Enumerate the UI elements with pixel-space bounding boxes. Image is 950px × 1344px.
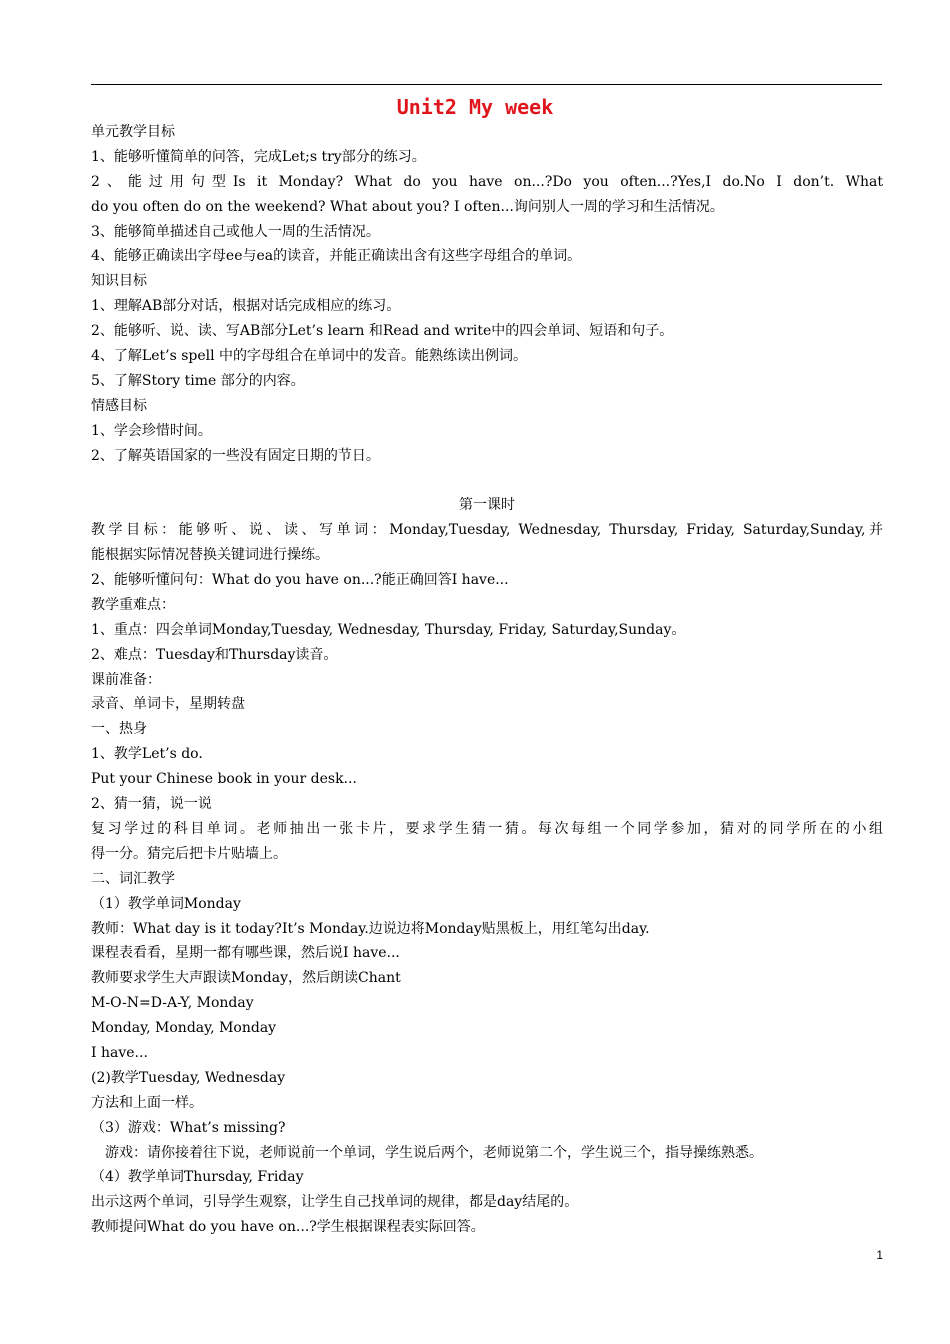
section-heading: 单元教学目标 [91, 124, 175, 140]
text-line: 能根据实际情况替换关键词进行操练。 [91, 547, 329, 564]
text-line: 2、难点：Tuesday和Thursday读音。 [91, 646, 338, 663]
section-heading: 教学重难点： [91, 596, 175, 613]
section-heading: 知识目标 [91, 273, 147, 290]
text-line: 3、能够简单描述自己或他人一周的生活情况。 [91, 223, 380, 240]
text-line: 4、能够正确读出字母ee与ea的读音，并能正确读出含有这些字母组合的单词。 [91, 248, 582, 265]
text-line: （3）游戏：What’s missing? [91, 1119, 286, 1136]
header-rule [91, 84, 882, 85]
text-line: M-O-N=D-A-Y, Monday [91, 995, 254, 1012]
text-line: 4、了解Let’s spell 中的字母组合在单词中的发音。能熟练读出例词。 [91, 348, 528, 365]
text-line: 1、能够听懂简单的问答，完成Let;s try部分的练习。 [91, 148, 426, 165]
text-line: 录音、单词卡，星期转盘 [91, 696, 245, 713]
text-line: 2、猜一猜，说一说 [91, 796, 212, 813]
text-line: （1）教学单词Monday [91, 895, 241, 912]
text-line: do you often do on the weekend? What about you? I often...询问别人一周的学习和生活情况。 [91, 198, 724, 215]
blank-line [91, 468, 883, 493]
text-line: 复习学过的科目单词。老师抽出一张卡片，要求学生猜一猜。每次每组一个同学参加，猜对的同学所在的小组 [91, 820, 883, 837]
text-line: 2、能够听懂问句：What do you have on...?能正确回答I have... [91, 572, 509, 589]
document-title: Unit2 My week [396, 95, 554, 119]
text-line: 5、了解Story time 部分的内容。 [91, 372, 305, 389]
lesson-heading: 第一课时 [459, 497, 515, 514]
text-line: 得一分。猜完后把卡片贴墙上。 [91, 845, 287, 862]
document-body [91, 120, 883, 1240]
text-line: 教师要求学生大声跟读Monday，然后朗读Chant [91, 970, 401, 987]
text-line: 1、理解AB部分对话，根据对话完成相应的练习。 [91, 298, 401, 315]
section-heading: 一、热身 [91, 721, 147, 738]
text-line: 1、重点：四会单词Monday,Tuesday, Wednesday, Thursday, Friday, Saturday,Sunday。 [91, 621, 686, 638]
text-line: 方法和上面一样。 [91, 1094, 203, 1111]
text-line: 1、教学Let’s do. [91, 746, 203, 763]
text-line: 教学目标：能够听、说、读、写单词：Monday,Tuesday, Wednesday, Thursday, Friday, Saturday,Sunday,并 [91, 522, 883, 539]
text-line: 课程表看看，星期一都有哪些课，然后说I have... [91, 945, 400, 962]
text-line: 教师：What day is it today?It’s Monday.边说边将Monday贴黑板上，用红笔勾出day. [91, 920, 650, 937]
text-line: （4）教学单词Thursday, Friday [91, 1169, 304, 1186]
text-line: Monday, Monday, Monday [91, 1020, 277, 1037]
text-line: 游戏：请你接着往下说，老师说前一个单词，学生说后两个，老师说第二个，学生说三个，指导操练熟悉。 [105, 1144, 763, 1161]
text-line: I have... [91, 1044, 148, 1061]
text-line: 2、能过用句型Is it Monday? What do you have on...?Do you often...?Yes,I do.No I don’t. What [91, 173, 883, 190]
section-heading: 情感目标 [91, 397, 147, 414]
text-line: 1、学会珍惜时间。 [91, 422, 212, 439]
text-line: 出示这两个单词，引导学生观察，让学生自己找单词的规律，都是day结尾的。 [91, 1194, 579, 1211]
text-line: (2)教学Tuesday, Wednesday [91, 1069, 286, 1086]
text-line: 2、能够听、说、读、写AB部分Let’s learn 和Read and write中的四会单词、短语和句子。 [91, 323, 674, 340]
text-line: 教师提问What do you have on...?学生根据课程表实际回答。 [91, 1219, 485, 1236]
page-number: 1 [876, 1248, 883, 1262]
text-line: Put your Chinese book in your desk... [91, 771, 357, 788]
text-line: 2、了解英语国家的一些没有固定日期的节日。 [91, 447, 380, 464]
section-heading: 课前准备： [91, 671, 161, 688]
section-heading: 二、词汇教学 [91, 870, 175, 887]
